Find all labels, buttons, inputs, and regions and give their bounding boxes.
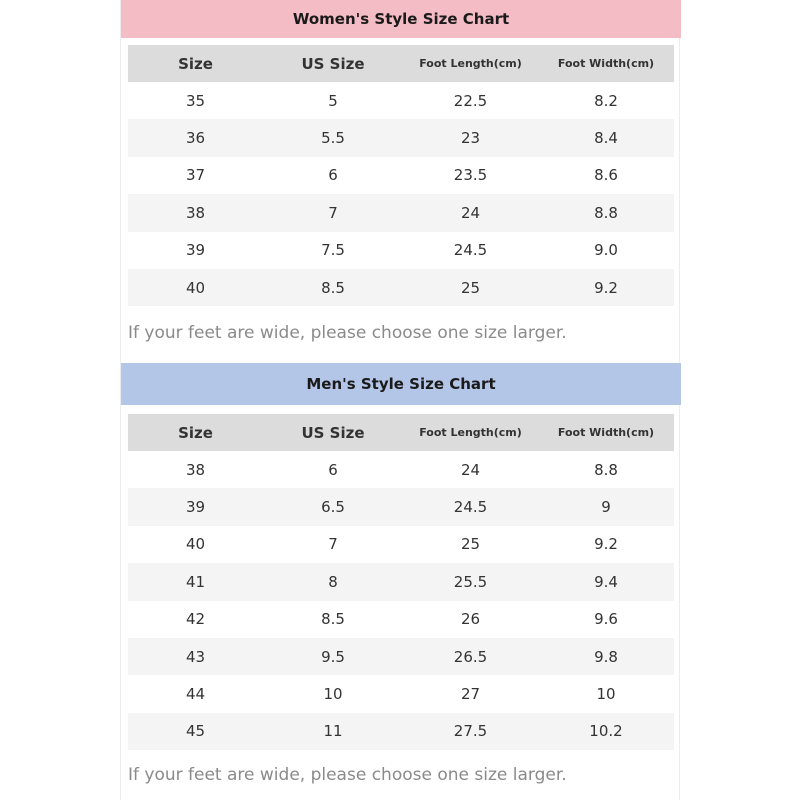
cell-foot-width: 8.8 xyxy=(538,194,674,231)
cell-size: 37 xyxy=(185,166,206,185)
cell-foot-width: 8.8 xyxy=(594,460,618,479)
women-fit-note: If your feet are wide, please choose one size larger. xyxy=(128,323,567,343)
cell-foot-length: 23.5 xyxy=(453,166,488,185)
table-row xyxy=(128,488,674,525)
cell-us-size: 8 xyxy=(263,563,403,600)
table-row xyxy=(128,638,674,675)
cell-foot-width: 10 xyxy=(596,685,616,704)
cell-foot-width: 8.2 xyxy=(594,91,618,110)
cell-foot-length: 24 xyxy=(403,194,538,231)
table-row xyxy=(128,601,674,638)
column-header-foot-width: Foot Width(cm) xyxy=(538,45,674,82)
table-row xyxy=(128,675,674,712)
cell-size: 41 xyxy=(128,563,263,600)
column-header-foot-width: Foot Width(cm) xyxy=(538,414,674,451)
column-header-size: Size xyxy=(128,45,263,82)
women-table-body xyxy=(128,82,674,306)
cell-size: 39 xyxy=(185,241,206,260)
women-chart-title: Women's Style Size Chart xyxy=(121,0,681,38)
table-row xyxy=(128,157,674,194)
cell-foot-width: 9.8 xyxy=(538,638,674,675)
table-row xyxy=(128,119,674,156)
cell-foot-length: 23 xyxy=(403,119,538,156)
cell-foot-length: 27.5 xyxy=(403,713,538,750)
table-row xyxy=(128,451,674,488)
cell-us-size: 7.5 xyxy=(321,241,345,260)
cell-foot-width: 10.2 xyxy=(538,713,674,750)
cell-size: 38 xyxy=(128,194,263,231)
cell-size: 42 xyxy=(185,610,206,629)
men-chart-title: Men's Style Size Chart xyxy=(121,363,681,405)
cell-us-size: 7 xyxy=(263,194,403,231)
table-row xyxy=(128,194,674,231)
cell-foot-width: 8.6 xyxy=(594,166,618,185)
cell-foot-length: 25 xyxy=(403,269,538,306)
table-row xyxy=(128,563,674,600)
women-size-table xyxy=(128,45,674,306)
cell-foot-length: 25 xyxy=(460,535,481,554)
cell-size: 44 xyxy=(185,685,206,704)
cell-us-size: 5.5 xyxy=(263,119,403,156)
column-header-size: Size xyxy=(128,414,263,451)
cell-us-size: 6 xyxy=(328,460,338,479)
table-row xyxy=(128,526,674,563)
men-size-table xyxy=(128,414,674,750)
cell-us-size: 7 xyxy=(328,535,338,554)
cell-foot-width: 9.4 xyxy=(538,563,674,600)
column-header-us-size: US Size xyxy=(263,414,403,451)
cell-us-size: 9.5 xyxy=(263,638,403,675)
cell-foot-width: 9.0 xyxy=(594,241,618,260)
table-row xyxy=(128,269,674,306)
cell-foot-width: 9.2 xyxy=(594,535,618,554)
cell-size: 35 xyxy=(185,91,206,110)
cell-us-size: 6 xyxy=(328,166,338,185)
cell-foot-width: 9 xyxy=(538,488,674,525)
cell-size: 39 xyxy=(128,488,263,525)
column-header-us-size: US Size xyxy=(263,45,403,82)
table-row xyxy=(128,713,674,750)
men-fit-note: If your feet are wide, please choose one size larger. xyxy=(128,765,567,785)
table-header-row xyxy=(128,414,674,451)
cell-us-size: 11 xyxy=(263,713,403,750)
cell-us-size: 8.5 xyxy=(263,269,403,306)
cell-size: 36 xyxy=(128,119,263,156)
cell-foot-length: 25.5 xyxy=(403,563,538,600)
cell-size: 43 xyxy=(128,638,263,675)
cell-us-size: 6.5 xyxy=(263,488,403,525)
column-header-foot-length: Foot Length(cm) xyxy=(403,414,538,451)
cell-foot-length: 24.5 xyxy=(453,241,488,260)
table-row xyxy=(128,232,674,269)
cell-size: 38 xyxy=(185,460,206,479)
cell-size: 45 xyxy=(128,713,263,750)
cell-foot-width: 8.4 xyxy=(538,119,674,156)
cell-foot-width: 9.6 xyxy=(594,610,618,629)
cell-foot-length: 22.5 xyxy=(453,91,488,110)
cell-us-size: 10 xyxy=(323,685,343,704)
cell-foot-length: 24 xyxy=(460,460,481,479)
cell-us-size: 5 xyxy=(328,91,338,110)
cell-us-size: 8.5 xyxy=(321,610,345,629)
cell-foot-length: 24.5 xyxy=(403,488,538,525)
cell-foot-length: 27 xyxy=(460,685,481,704)
table-row xyxy=(128,82,674,119)
size-chart-page xyxy=(120,0,680,800)
cell-size: 40 xyxy=(185,535,206,554)
cell-foot-length: 26.5 xyxy=(403,638,538,675)
column-header-foot-length: Foot Length(cm) xyxy=(403,45,538,82)
cell-foot-length: 26 xyxy=(460,610,481,629)
men-table-body xyxy=(128,451,674,750)
cell-foot-width: 9.2 xyxy=(538,269,674,306)
cell-size: 40 xyxy=(128,269,263,306)
table-header-row xyxy=(128,45,674,82)
